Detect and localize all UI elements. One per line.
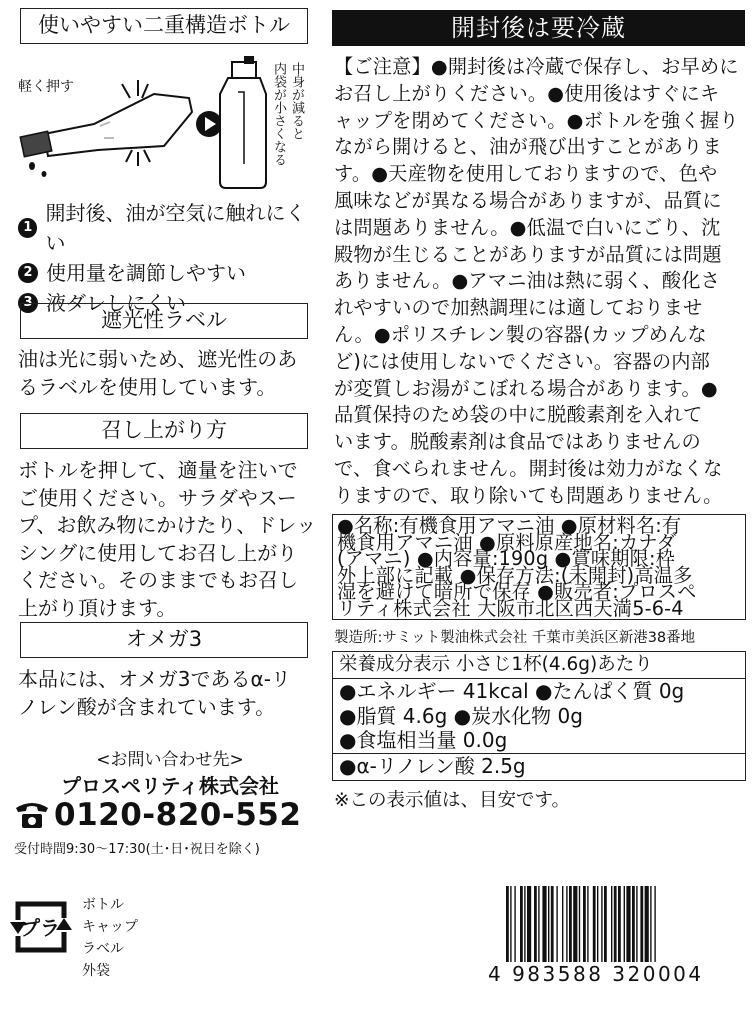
text-line: す。●天産物を使用しておりますので、色や [334,162,718,186]
illus-vertical-1: 中身が減ると [289,62,304,140]
barcode-bar [562,886,563,962]
text-line: ど)には使用しないでください。容器の内部 [334,349,711,373]
text-line: ノレン酸が含まれています。 [18,694,276,719]
phone-number: 0120-820-552 [54,797,302,833]
recycle-item: ラベル [82,941,124,957]
recycle-item: 外袋 [82,963,110,979]
barcode-bar [573,886,577,962]
press-label: 軽く押す [18,79,74,95]
illus-vertical-2: 内袋が小さくなる [271,62,286,166]
nutrition-row: ●脂質 4.6g ●炭水化物 0g [339,703,583,728]
barcode-bar [579,886,580,962]
barcode-number: 4 983588 320004 [488,962,704,986]
text-line: 湿を避けて暗所で保存 ●販売者:プロスペ [337,580,697,603]
feature-text: 開封後、油が空気に触れにくい [45,201,306,255]
barcode-bar [514,886,515,962]
barcode-bar [611,886,612,962]
light-text [18,346,297,401]
text-line: ありません。●アマニ油は熱に弱く、酸化さ [334,269,721,293]
product-info [333,515,745,620]
barcode-bar [626,886,630,962]
bottle-heading: 使いやすい二重構造ボトル [38,13,290,37]
refrigerate-header [332,10,745,46]
caution-text [334,54,746,510]
recycle-item: ボトル [82,897,124,913]
omega-heading-box [20,622,308,658]
barcode-bar [542,886,546,962]
omega-text [18,666,291,721]
text-line: 殿物が生じることがありますが品質には問題 [334,242,722,266]
barcode-bar [636,886,637,962]
refrigerate-header-text: 開封後は要冷蔵 [451,14,626,42]
text-line: 上がり頂けます。 [18,595,177,620]
barcode-bar [534,886,537,962]
bottle-heading-box [20,8,308,44]
barcode-bar [618,886,621,962]
nutrition-row: ●食塩相当量 0.0g [339,728,508,752]
text-line: ください。そのままでもお召し [18,568,298,592]
text-line: 【ご注意】●開封後は冷蔵で保存し、お早めに [334,55,739,78]
text-line: りますので、取り除いても問題ありません。 [334,483,723,507]
barcode-bar [614,886,617,962]
text-line: シングに使用してお召し上がり [18,540,298,565]
phone-row [14,797,301,833]
text-line: お召し上がりください。●使用後はすぐにキ [334,81,720,105]
text-line: ャップを閉めてください。●ボトルを強く握り [334,108,739,132]
howto-heading-box [20,413,308,449]
howto-heading: 召し上がり方 [101,418,227,442]
barcode-bar [566,886,567,962]
text-line: ん。●ポリスチレン製の容器(カップめんな [334,322,707,346]
barcode-bar [548,886,549,962]
barcode-bar [527,886,531,962]
barcode-bar [569,886,572,962]
bottle-illustration [14,54,314,194]
number-badge: 2 [18,263,38,283]
feature-list [18,198,318,318]
barcode-bar [632,886,635,962]
text-line: 機食用アマニ油 ●原料原産地名:カナダ [337,530,677,554]
text-line: 本品には、オメガ3であるα-リ [18,667,291,691]
text-line: プ、お飲み物にかけたり、ドレッ [18,513,317,537]
feature-item [18,198,318,258]
number-badge: 1 [18,218,37,238]
barcode [502,886,742,966]
omega-heading: オメガ3 [125,627,203,651]
phone-icon [14,800,50,830]
number-badge: 3 [18,293,38,313]
text-line: ボトルを押して、適量を注いで [18,458,298,482]
light-heading-box [20,303,308,339]
text-line: 品質保持のため袋の中に脱酸素剤を入れて [334,403,703,427]
nutrition-omega-row: ●α-リノレン酸 2.5g [333,753,745,779]
barcode-bar [551,886,554,962]
text-line: で、食べられません。開封後は効力がなくな [334,456,723,480]
barcode-bar [624,886,625,962]
barcode-bar [524,886,525,962]
product-info-box [332,514,746,620]
barcode-bar [583,886,586,962]
feature-text: 液ダレしにくい [46,291,186,315]
text-line: が変質しお湯がこぼれる場合があります。● [334,376,718,400]
nutrition-row: ●エネルギー 41kcal ●たんぱく質 0g [339,679,685,703]
barcode-bar [650,886,651,962]
note: ※この表示値は、目安です。 [334,790,571,811]
barcode-bar [597,886,598,962]
recycle-item: キャップ [82,919,138,935]
light-heading: 遮光性ラベル [101,308,227,332]
howto-text [18,457,316,622]
nutrition-table [332,651,746,781]
barcode-bar [556,886,557,962]
text-line: 油は光に弱いため、遮光性のあ [18,347,298,371]
text-line: ●名称:有機食用アマニ油 ●原材料名:有 [337,514,682,537]
barcode-bar [587,886,588,962]
barcode-bar [645,886,649,962]
text-line: (アマニ) ●内容量:190g ●賞味期限:枠 [337,547,676,570]
text-line: ご使用ください。サラダやスー [18,485,297,510]
text-line: ながら開けると、油が飛び出すことがありま [334,135,722,159]
nutrition-header: 栄養成分表示 小さじ1杯(4.6g)あたり [333,652,745,679]
text-line: います。脱酸素剤は食品ではありませんの [334,430,701,454]
barcode-bar [601,886,602,962]
text-line: は問題ありません。●低温で白いにごり、沈 [334,215,721,239]
barcode-bar [510,886,511,962]
text-line: リティ株式会社 大阪市北区西天満5-6-4 [337,596,684,620]
contact-title: <お問い合わせ先> [96,750,244,770]
barcode-bar [604,886,607,962]
text-line: れやすいので加熱調理には適しておりませ [334,296,703,320]
contact-hours: 受付時間9:30〜17:30(土･日･祝日を除く) [14,842,260,857]
barcode-bar [506,886,509,962]
barcode-bar [520,886,523,962]
barcode-bar [538,886,539,962]
feature-item [18,258,318,288]
feature-text: 使用量を調節しやすい [46,261,246,285]
maker-info: 製造所:サミット製油株式会社 千葉市美浜区新港38番地 [334,630,696,646]
text-line: 風味などが異なる場合がありますが、品質に [334,188,722,212]
contact-company: プロスペリティ株式会社 [61,774,279,798]
recycle-items [82,894,138,982]
barcode-bar [654,886,655,962]
barcode-bar [593,886,596,962]
barcode-bar [640,886,643,962]
text-line: 外上部に記載 ●保存方法:(未開封)高温多 [337,563,693,587]
text-line: るラベルを使用しています。 [18,374,277,399]
recycle-mark-label: プラ [20,916,60,940]
